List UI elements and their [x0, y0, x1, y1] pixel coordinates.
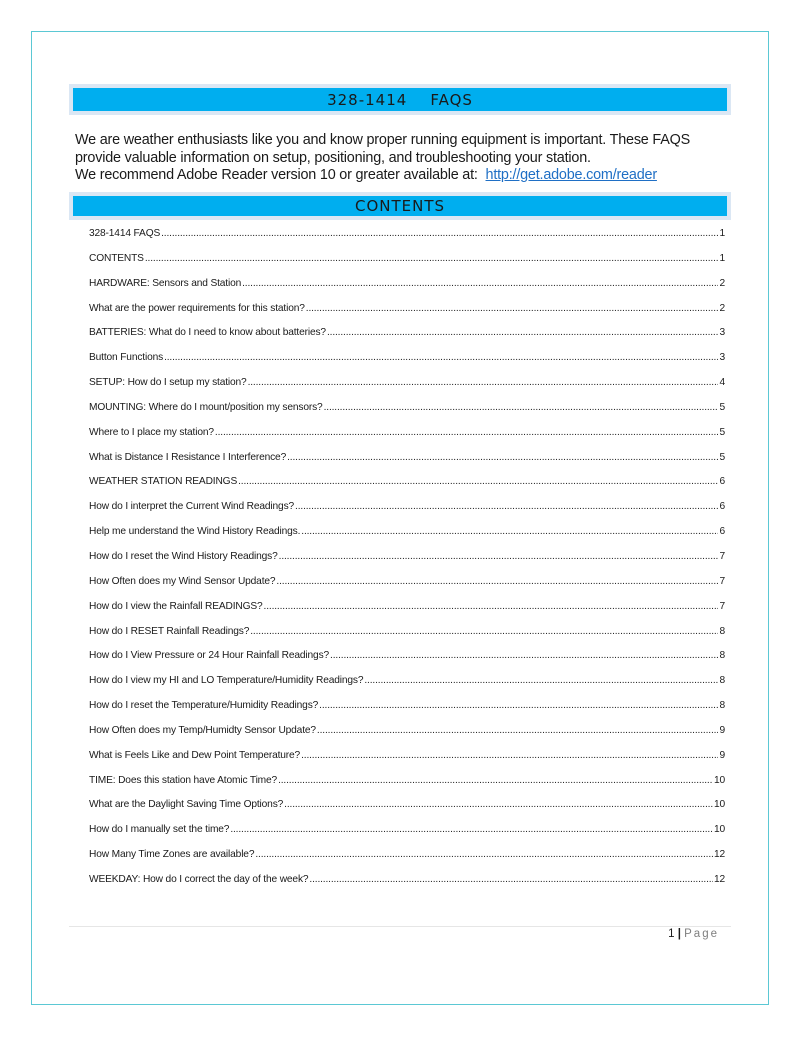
toc-entry-page: 2: [719, 302, 725, 314]
toc-entry[interactable]: [89, 601, 725, 626]
toc-entry-title: 328-1414 FAQS: [89, 228, 161, 239]
toc-entry-title: How do I reset the Wind History Readings?: [89, 550, 278, 562]
toc-entry[interactable]: [89, 377, 725, 402]
page-number: 1: [668, 928, 675, 940]
toc-dot-leader: [250, 626, 718, 637]
intro-recommendation: [75, 167, 735, 185]
toc-entry[interactable]: [89, 253, 725, 278]
toc-entry-page: 5: [719, 426, 725, 438]
toc-entry-title: Where to I place my station?: [89, 426, 214, 438]
toc-entry[interactable]: [89, 501, 725, 526]
toc-entry[interactable]: [89, 352, 725, 377]
page-footer: [668, 928, 719, 940]
toc-entry-page: 1: [719, 252, 725, 264]
recommendation-text: We recommend Adobe Reader version 10 or greater available at:: [75, 167, 478, 183]
toc-entry[interactable]: [89, 452, 725, 477]
toc-dot-leader: [161, 228, 718, 239]
toc-dot-leader: [230, 824, 713, 835]
toc-entry-title: WEEKDAY: How do I correct the day of the week?: [89, 873, 309, 885]
footer-separator: |: [677, 928, 681, 940]
toc-dot-leader: [287, 452, 718, 463]
toc-entry-page: 7: [719, 575, 725, 587]
toc-entry[interactable]: [89, 650, 725, 675]
toc-entry[interactable]: [89, 576, 725, 601]
toc-dot-leader: [215, 427, 719, 438]
toc-dot-leader: [364, 675, 718, 686]
toc-entry[interactable]: [89, 874, 725, 899]
toc-entry-title: MOUNTING: Where do I mount/position my sensors?: [89, 401, 323, 413]
toc-entry[interactable]: [89, 626, 725, 651]
toc-dot-leader: [276, 576, 718, 587]
toc-entry-page: 12: [713, 873, 725, 885]
toc-entry-title: How do I reset the Temperature/Humidity Readings?: [89, 700, 319, 712]
toc-entry-page: 10: [713, 799, 725, 811]
toc-entry[interactable]: [89, 427, 725, 452]
toc-entry-page: 6: [719, 476, 725, 488]
toc-dot-leader: [238, 476, 718, 487]
intro-paragraph: We are weather enthusiasts like you and know proper running equipment is important. These FAQS provide valuable information on setup, positioning, and troubleshooting your station.: [75, 132, 690, 166]
toc-entry[interactable]: [89, 303, 725, 328]
toc-entry-title: How do I manually set the time?: [89, 824, 230, 836]
toc-entry-title: What is Feels Like and Dew Point Temperature?: [89, 749, 301, 761]
toc-entry-title: How do I view my HI and LO Temperature/Humidity Readings?: [89, 675, 364, 687]
toc-dot-leader: [248, 377, 719, 388]
toc-entry[interactable]: [89, 551, 725, 576]
toc-dot-leader: [242, 278, 718, 289]
toc-entry[interactable]: [89, 327, 725, 352]
toc-entry[interactable]: [89, 526, 725, 551]
toc-entry[interactable]: [89, 775, 725, 800]
toc-dot-leader: [255, 849, 713, 860]
toc-entry-page: 5: [719, 401, 725, 413]
toc-entry-page: 9: [719, 749, 725, 761]
toc-entry[interactable]: [89, 228, 725, 253]
toc-entry-page: 1: [719, 228, 725, 239]
toc-entry-title: TIME: Does this station have Atomic Time?: [89, 774, 278, 786]
toc-entry[interactable]: [89, 799, 725, 824]
intro-text: [75, 132, 735, 185]
toc-entry-page: 7: [719, 550, 725, 562]
toc-dot-leader: [309, 874, 713, 885]
toc-dot-leader: [284, 799, 713, 810]
toc-entry-title: BATTERIES: What do I need to know about batteries?: [89, 327, 326, 339]
adobe-reader-link[interactable]: http://get.adobe.com/reader: [485, 167, 657, 183]
toc-entry[interactable]: [89, 402, 725, 427]
toc-entry[interactable]: [89, 725, 725, 750]
toc-entry[interactable]: [89, 750, 725, 775]
toc-entry-page: 8: [719, 625, 725, 637]
toc-entry-title: What is Distance I Resistance I Interference?: [89, 451, 287, 463]
toc-entry-page: 6: [719, 501, 725, 513]
toc-entry-title: HARDWARE: Sensors and Station: [89, 277, 242, 289]
toc-entry-title: How Often does my Temp/Humidty Sensor Update?: [89, 724, 316, 736]
toc-entry-title: How do I View Pressure or 24 Hour Rainfall Readings?: [89, 650, 330, 662]
toc-entry-page: 7: [719, 600, 725, 612]
toc-entry[interactable]: [89, 824, 725, 849]
toc-entry-page: 9: [719, 724, 725, 736]
toc-entry-page: 2: [719, 277, 725, 289]
toc-entry-page: 12: [713, 849, 725, 861]
toc-entry-page: 8: [719, 675, 725, 687]
toc-entry-page: 4: [719, 377, 725, 389]
toc-dot-leader: [324, 402, 719, 413]
toc-entry[interactable]: [89, 675, 725, 700]
toc-entry[interactable]: [89, 849, 725, 874]
toc-entry-page: 6: [719, 526, 725, 538]
document-title: 328-1414 FAQS: [73, 88, 727, 111]
toc-dot-leader: [327, 327, 719, 338]
toc-dot-leader: [279, 551, 719, 562]
contents-heading: CONTENTS: [73, 196, 727, 216]
page-label: Page: [684, 928, 719, 940]
toc-entry-page: 10: [713, 824, 725, 836]
toc-dot-leader: [330, 650, 718, 661]
toc-entry-title: How do I view the Rainfall READINGS?: [89, 600, 263, 612]
toc-dot-leader: [164, 352, 718, 363]
toc-entry-title: How Many Time Zones are available?: [89, 849, 255, 861]
toc-entry-title: What are the Daylight Saving Time Options?: [89, 799, 284, 811]
toc-entry-page: 10: [713, 774, 725, 786]
footer-divider: [69, 926, 731, 927]
toc-entry-page: 3: [719, 352, 725, 364]
toc-entry[interactable]: [89, 278, 725, 303]
toc-entry-title: CONTENTS: [89, 252, 144, 264]
toc-entry-page: 3: [719, 327, 725, 339]
toc-dot-leader: [301, 526, 718, 537]
table-of-contents: [89, 228, 725, 899]
toc-dot-leader: [295, 501, 718, 512]
toc-entry-title: What are the power requirements for this station?: [89, 302, 305, 314]
toc-dot-leader: [306, 303, 719, 314]
toc-entry-page: 8: [719, 650, 725, 662]
toc-entry-title: How do I RESET Rainfall Readings?: [89, 625, 250, 637]
toc-entry[interactable]: [89, 476, 725, 501]
toc-entry-page: 8: [719, 700, 725, 712]
toc-dot-leader: [264, 601, 719, 612]
toc-dot-leader: [317, 725, 719, 736]
toc-dot-leader: [145, 253, 719, 264]
toc-entry[interactable]: [89, 700, 725, 725]
toc-entry-title: Help me understand the Wind History Readings.: [89, 526, 301, 538]
toc-entry-title: SETUP: How do I setup my station?: [89, 377, 247, 389]
contents-banner: [69, 192, 731, 220]
toc-dot-leader: [319, 700, 718, 711]
toc-entry-title: How Often does my Wind Sensor Update?: [89, 575, 276, 587]
toc-entry-page: 5: [719, 451, 725, 463]
toc-dot-leader: [301, 750, 718, 761]
toc-entry-title: Button Functions: [89, 352, 164, 364]
title-banner: [69, 84, 731, 115]
toc-entry-title: How do I interpret the Current Wind Readings?: [89, 501, 295, 513]
toc-dot-leader: [278, 775, 713, 786]
toc-entry-title: WEATHER STATION READINGS: [89, 476, 238, 488]
